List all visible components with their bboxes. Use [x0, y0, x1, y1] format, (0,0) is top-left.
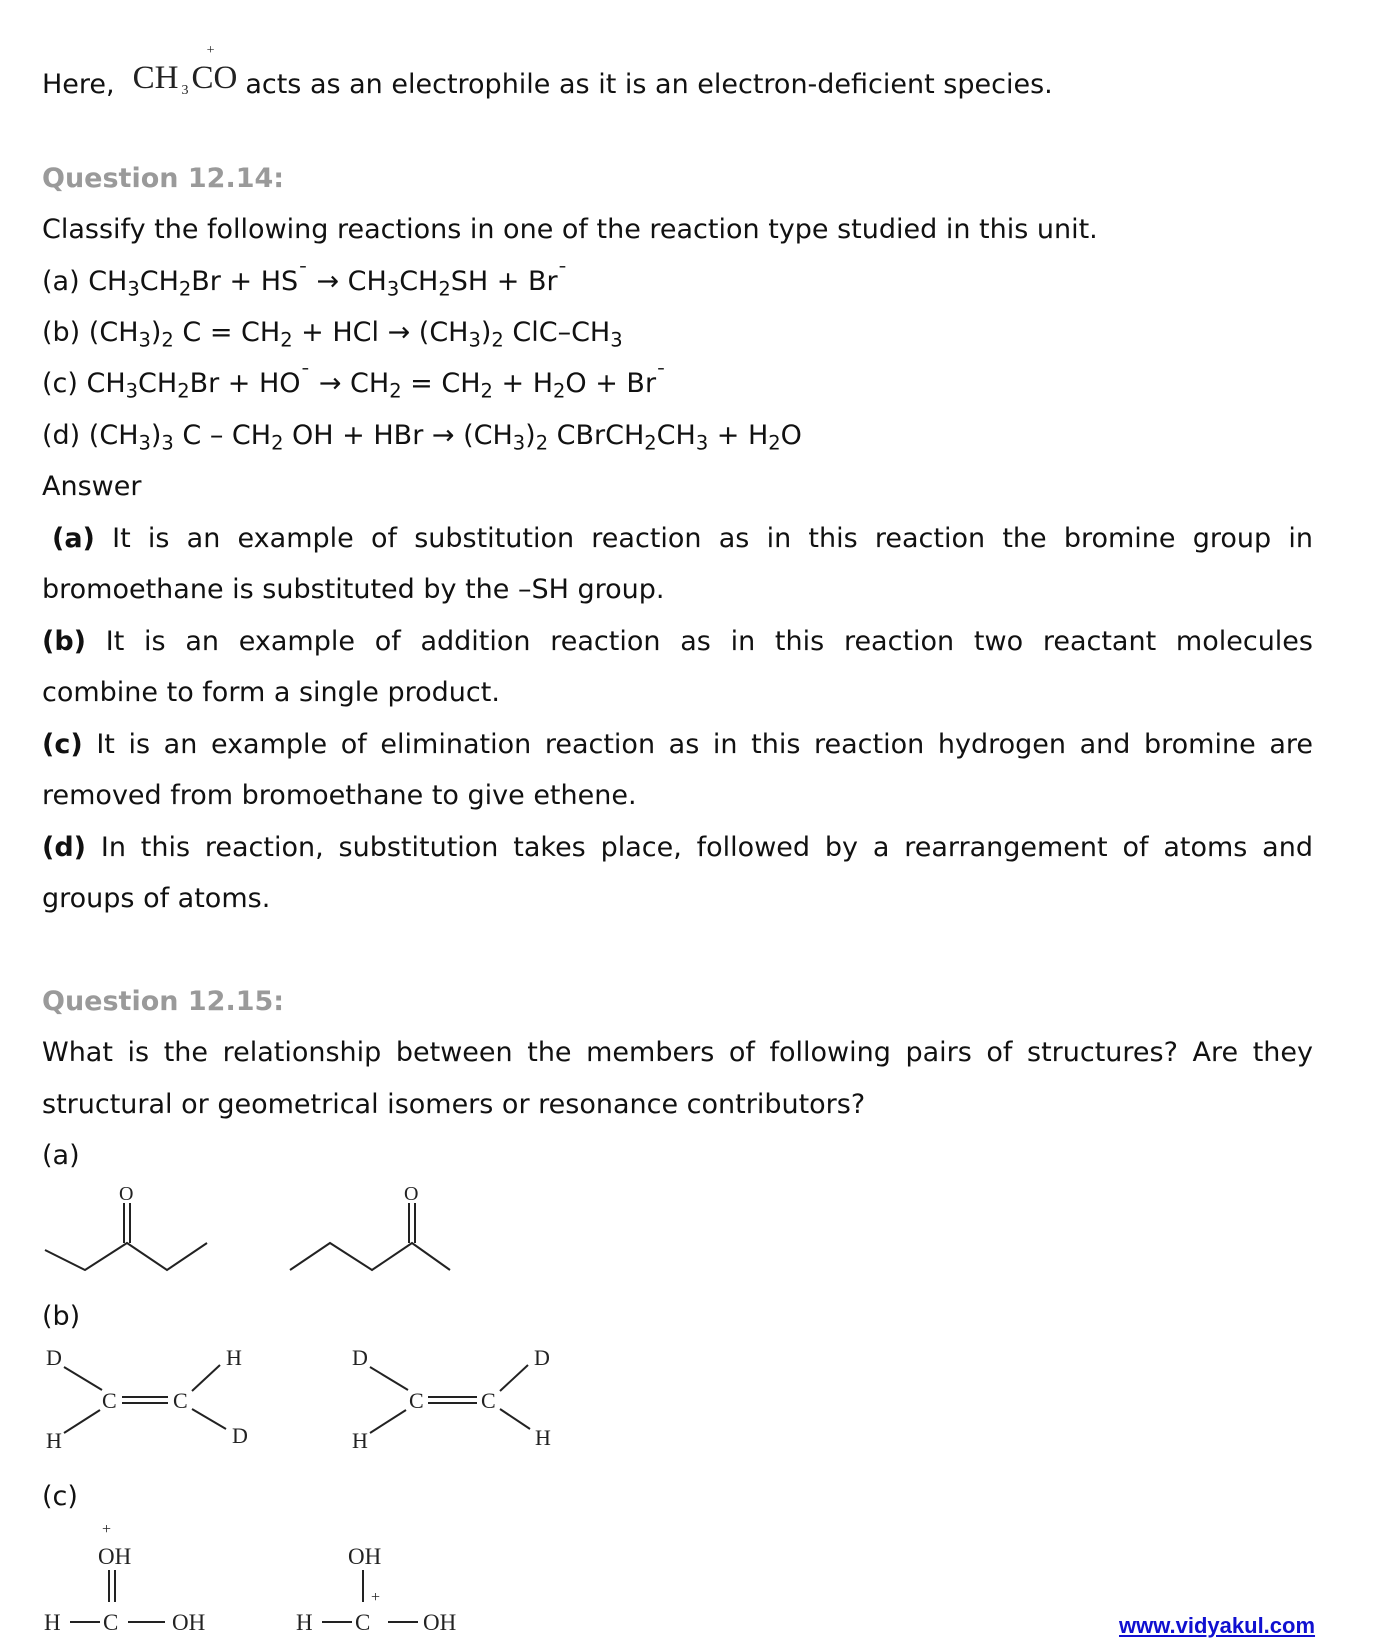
reaction-a: (a) $CH_3CH_2Br + HS^¯ \to CH_3CH_2SH + Br^¯$: [42, 262, 568, 301]
c-label: C: [173, 1388, 188, 1413]
intro-prefix: Here,: [42, 69, 115, 100]
vidyakul-link[interactable]: www.vidyakul.com: [1119, 1613, 1316, 1638]
answer-d-line2: groups of atoms.: [42, 883, 271, 914]
question-12-14-prompt: Classify the following reactions in one of the reaction type studied in this unit.: [42, 214, 1098, 245]
answer-d-line1: [42, 831, 1313, 865]
oh-label: OH: [348, 1544, 382, 1569]
answer-c-line1: [42, 728, 1313, 762]
answer-c-label: (c): [42, 729, 83, 760]
reaction-d-label: (d): [42, 420, 81, 451]
c-label: C: [103, 1610, 119, 1635]
pentan-2-one-structure: [290, 1203, 450, 1270]
answer-b-line2: combine to form a single product.: [42, 677, 500, 708]
formula-charge: +: [206, 43, 215, 58]
reaction-c-label: (c): [42, 368, 78, 399]
answer-a-line1: [52, 522, 1313, 556]
oh-label: OH: [172, 1610, 206, 1635]
h-label: H: [352, 1428, 368, 1450]
d-label: D: [534, 1345, 550, 1370]
reaction-b-label: (b): [42, 317, 81, 348]
formula-ch: CH: [132, 60, 179, 96]
answer-c-line2: removed from bromoethane to give ethene.: [42, 780, 637, 811]
h-label: H: [296, 1610, 313, 1635]
d-label: D: [46, 1345, 62, 1370]
acylium-formula: [133, 44, 238, 111]
plus-charge: +: [102, 1522, 112, 1538]
reaction-c: (c) $CH_3CH_2Br + HO^¯ \to CH_2 = CH_2 + H_2O + Br^¯$: [42, 364, 666, 403]
answer-b-text: It is an example of addition reaction as in this reaction two reactant molecules: [105, 626, 1313, 657]
d-label: D: [352, 1345, 368, 1370]
h-label: H: [535, 1425, 551, 1450]
c-label: C: [481, 1388, 496, 1413]
part-c-label: (c): [42, 1481, 78, 1512]
c-label: C: [355, 1610, 371, 1635]
answer-d-text: In this reaction, substitution takes place, followed by a rearrangement of atoms and: [100, 832, 1313, 863]
structures-part-a: [40, 1185, 460, 1280]
answer-a-label: (a): [52, 523, 95, 554]
answer-label: Answer: [42, 471, 142, 502]
plus-charge: +: [371, 1589, 381, 1606]
answer-a-text: It is an example of substitution reaction as in this reaction the bromine group in: [112, 523, 1313, 554]
oh-label: OH: [98, 1544, 132, 1569]
oh-label: OH: [423, 1610, 457, 1635]
cis-dideuteroethene: [370, 1365, 530, 1433]
answer-b-line1: [42, 625, 1313, 659]
question-12-15-prompt-line2: structural or geometrical isomers or resonance contributors?: [42, 1089, 866, 1120]
h-label: H: [44, 1610, 61, 1635]
d-label: D: [232, 1423, 248, 1448]
reaction-b: (b) $(CH_3)_2$ $C = CH_2$ + HCl → $(CH_3)_2$ ClC–$CH_3$: [42, 317, 623, 352]
question-12-14-heading: Question 12.14:: [42, 163, 285, 194]
c-label: C: [409, 1388, 424, 1413]
formula-co: CO: [191, 60, 238, 96]
trans-dideuteroethene: [64, 1365, 226, 1433]
structures-part-b: [40, 1345, 600, 1450]
pentan-3-one-structure: [45, 1203, 207, 1270]
question-12-15-prompt-line1: What is the relationship between the members of following pairs of structures? Are they: [42, 1037, 1313, 1068]
intro-suffix: acts as an electrophile as it is an electron-deficient species.: [245, 69, 1053, 100]
reaction-a-label: (a): [42, 266, 80, 297]
oxygen-label: O: [404, 1185, 419, 1205]
part-b-label: (b): [42, 1301, 81, 1332]
reaction-d: (d) $(CH_3)_3$ C – $CH_2$ OH + HBr → $(CH_3)_2$ $CBrCH_2CH_3 + H_2O$: [42, 420, 802, 455]
structures-part-c: [40, 1522, 500, 1638]
part-a-label: (a): [42, 1140, 80, 1171]
oxonium-contributor: [44, 1522, 205, 1635]
question-12-15-heading: Question 12.15:: [42, 986, 285, 1017]
answer-b-label: (b): [42, 626, 87, 657]
answer-c-text: It is an example of elimination reaction as in this reaction hydrogen and bromine are: [96, 729, 1313, 760]
h-label: H: [226, 1345, 242, 1370]
c-label: C: [102, 1388, 117, 1413]
h-label: H: [46, 1428, 62, 1450]
oxygen-label: O: [119, 1185, 134, 1205]
carbocation-contributor: [296, 1544, 456, 1635]
intro-line: [42, 44, 1053, 104]
formula-sub: 3: [181, 83, 189, 98]
answer-a-line2: bromoethane is substituted by the –SH group.: [42, 574, 665, 605]
answer-d-label: (d): [42, 832, 87, 863]
